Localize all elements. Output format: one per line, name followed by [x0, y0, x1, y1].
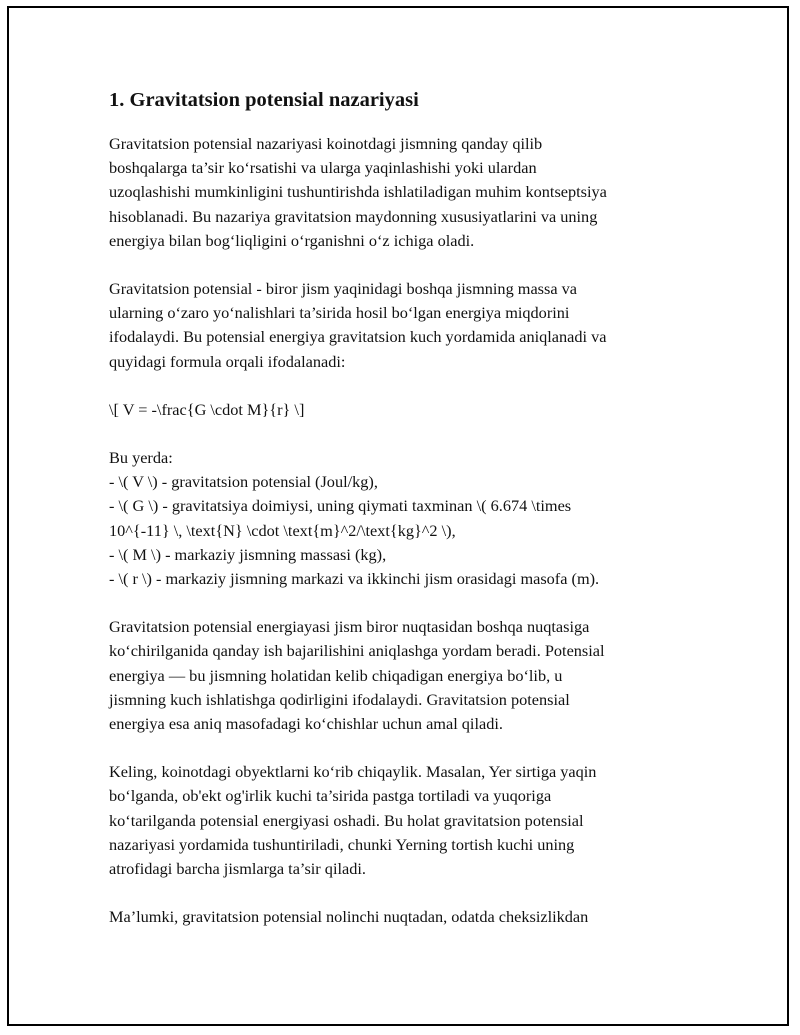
text-line: Keling, koinotdagi obyektlarni ko‘rib chiqaylik. Masalan, Yer sirtiga yaqin — [109, 762, 597, 782]
paragraph — [109, 277, 689, 374]
paragraph — [109, 905, 689, 929]
text-line: Bu yerda: — [109, 448, 173, 468]
text-line: boshqalarga ta’sir ko‘rsatishi va ularga yaqinlashishi yoki ulardan — [109, 158, 537, 178]
text-line: ifodalaydi. Bu potensial energiya gravitatsion kuch yordamida aniqlanadi va — [109, 327, 607, 347]
text-line: ko‘chirilganida qanday ish bajarilishini aniqlashga yordam beradi. Potensial — [109, 641, 605, 661]
text-line: - \( r \) - markaziy jismning markazi va ikkinchi jism orasidagi masofa (m). — [109, 569, 600, 589]
text-line: Gravitatsion potensial nazariyasi koinotdagi jismning qanday qilib — [109, 134, 543, 153]
paragraph — [109, 615, 689, 736]
document-body — [109, 88, 689, 953]
text-line: - \( M \) - markaziy jismning massasi (kg), — [109, 544, 387, 564]
text-line: ularning o‘zaro yo‘nalishlari ta’sirida hosil bo‘lgan energiya miqdorini — [109, 303, 570, 323]
section-heading: 1. Gravitatsion potensial nazariyasi — [109, 89, 419, 111]
paragraph — [109, 760, 689, 881]
text-line: - \( V \) - gravitatsion potensial (Joul/kg), — [109, 472, 378, 492]
text-line: energiya — bu jismning holatidan kelib chiqadigan energiya bo‘lib, u — [109, 665, 563, 685]
text-line: Gravitatsion potensial energiayasi jism biror nuqtasidan boshqa nuqtasiga — [109, 617, 590, 637]
paragraph — [109, 398, 689, 422]
text-line: Gravitatsion potensial - biror jism yaqinidagi boshqa jismning massa va — [109, 279, 578, 299]
text-line: energiya esa aniq masofadagi ko‘chishlar uchun amal qiladi. — [109, 714, 503, 734]
paragraph — [109, 446, 689, 591]
text-line: quyidagi formula orqali ifodalanadi: — [109, 351, 346, 371]
text-line: Ma’lumki, gravitatsion potensial nolinchi nuqtadan, odatda cheksizlikdan — [109, 907, 589, 927]
text-line: nazariyasi yordamida tushuntiriladi, chunki Yerning tortish kuchi uning — [109, 834, 575, 854]
text-line: jismning kuch ishlatishga qodirligini ifodalaydi. Gravitatsion potensial — [109, 689, 570, 709]
text-line: hisoblanadi. Bu nazariya gravitatsion maydonning xususiyatlarini va uning — [109, 206, 598, 226]
text-line: uzoqlashishi mumkinligini tushuntirishda ishlatiladigan muhim kontseptsiya — [109, 182, 607, 202]
text-line: energiya bilan bog‘liqligini o‘rganishni o‘z ichiga oladi. — [109, 230, 475, 250]
text-line: \[ V = -\frac{G \cdot M}{r} \] — [109, 399, 305, 419]
text-line: 10^{-11} \, \text{N} \cdot \text{m}^2/\text{kg}^2 \), — [109, 520, 456, 540]
text-line: bo‘lganda, ob'ekt og'irlik kuchi ta’sirida pastga tortiladi va yuqoriga — [109, 786, 552, 806]
text-line: - \( G \) - gravitatsiya doimiysi, uning qiymati taxminan \( 6.674 \times — [109, 496, 572, 516]
paragraphs-container — [109, 132, 689, 929]
text-line: atrofidagi barcha jismlarga ta’sir qiladi. — [109, 859, 366, 879]
text-line: ko‘tarilganda potensial energiyasi oshadi. Bu holat gravitatsion potensial — [109, 810, 584, 830]
paragraph — [109, 132, 689, 253]
